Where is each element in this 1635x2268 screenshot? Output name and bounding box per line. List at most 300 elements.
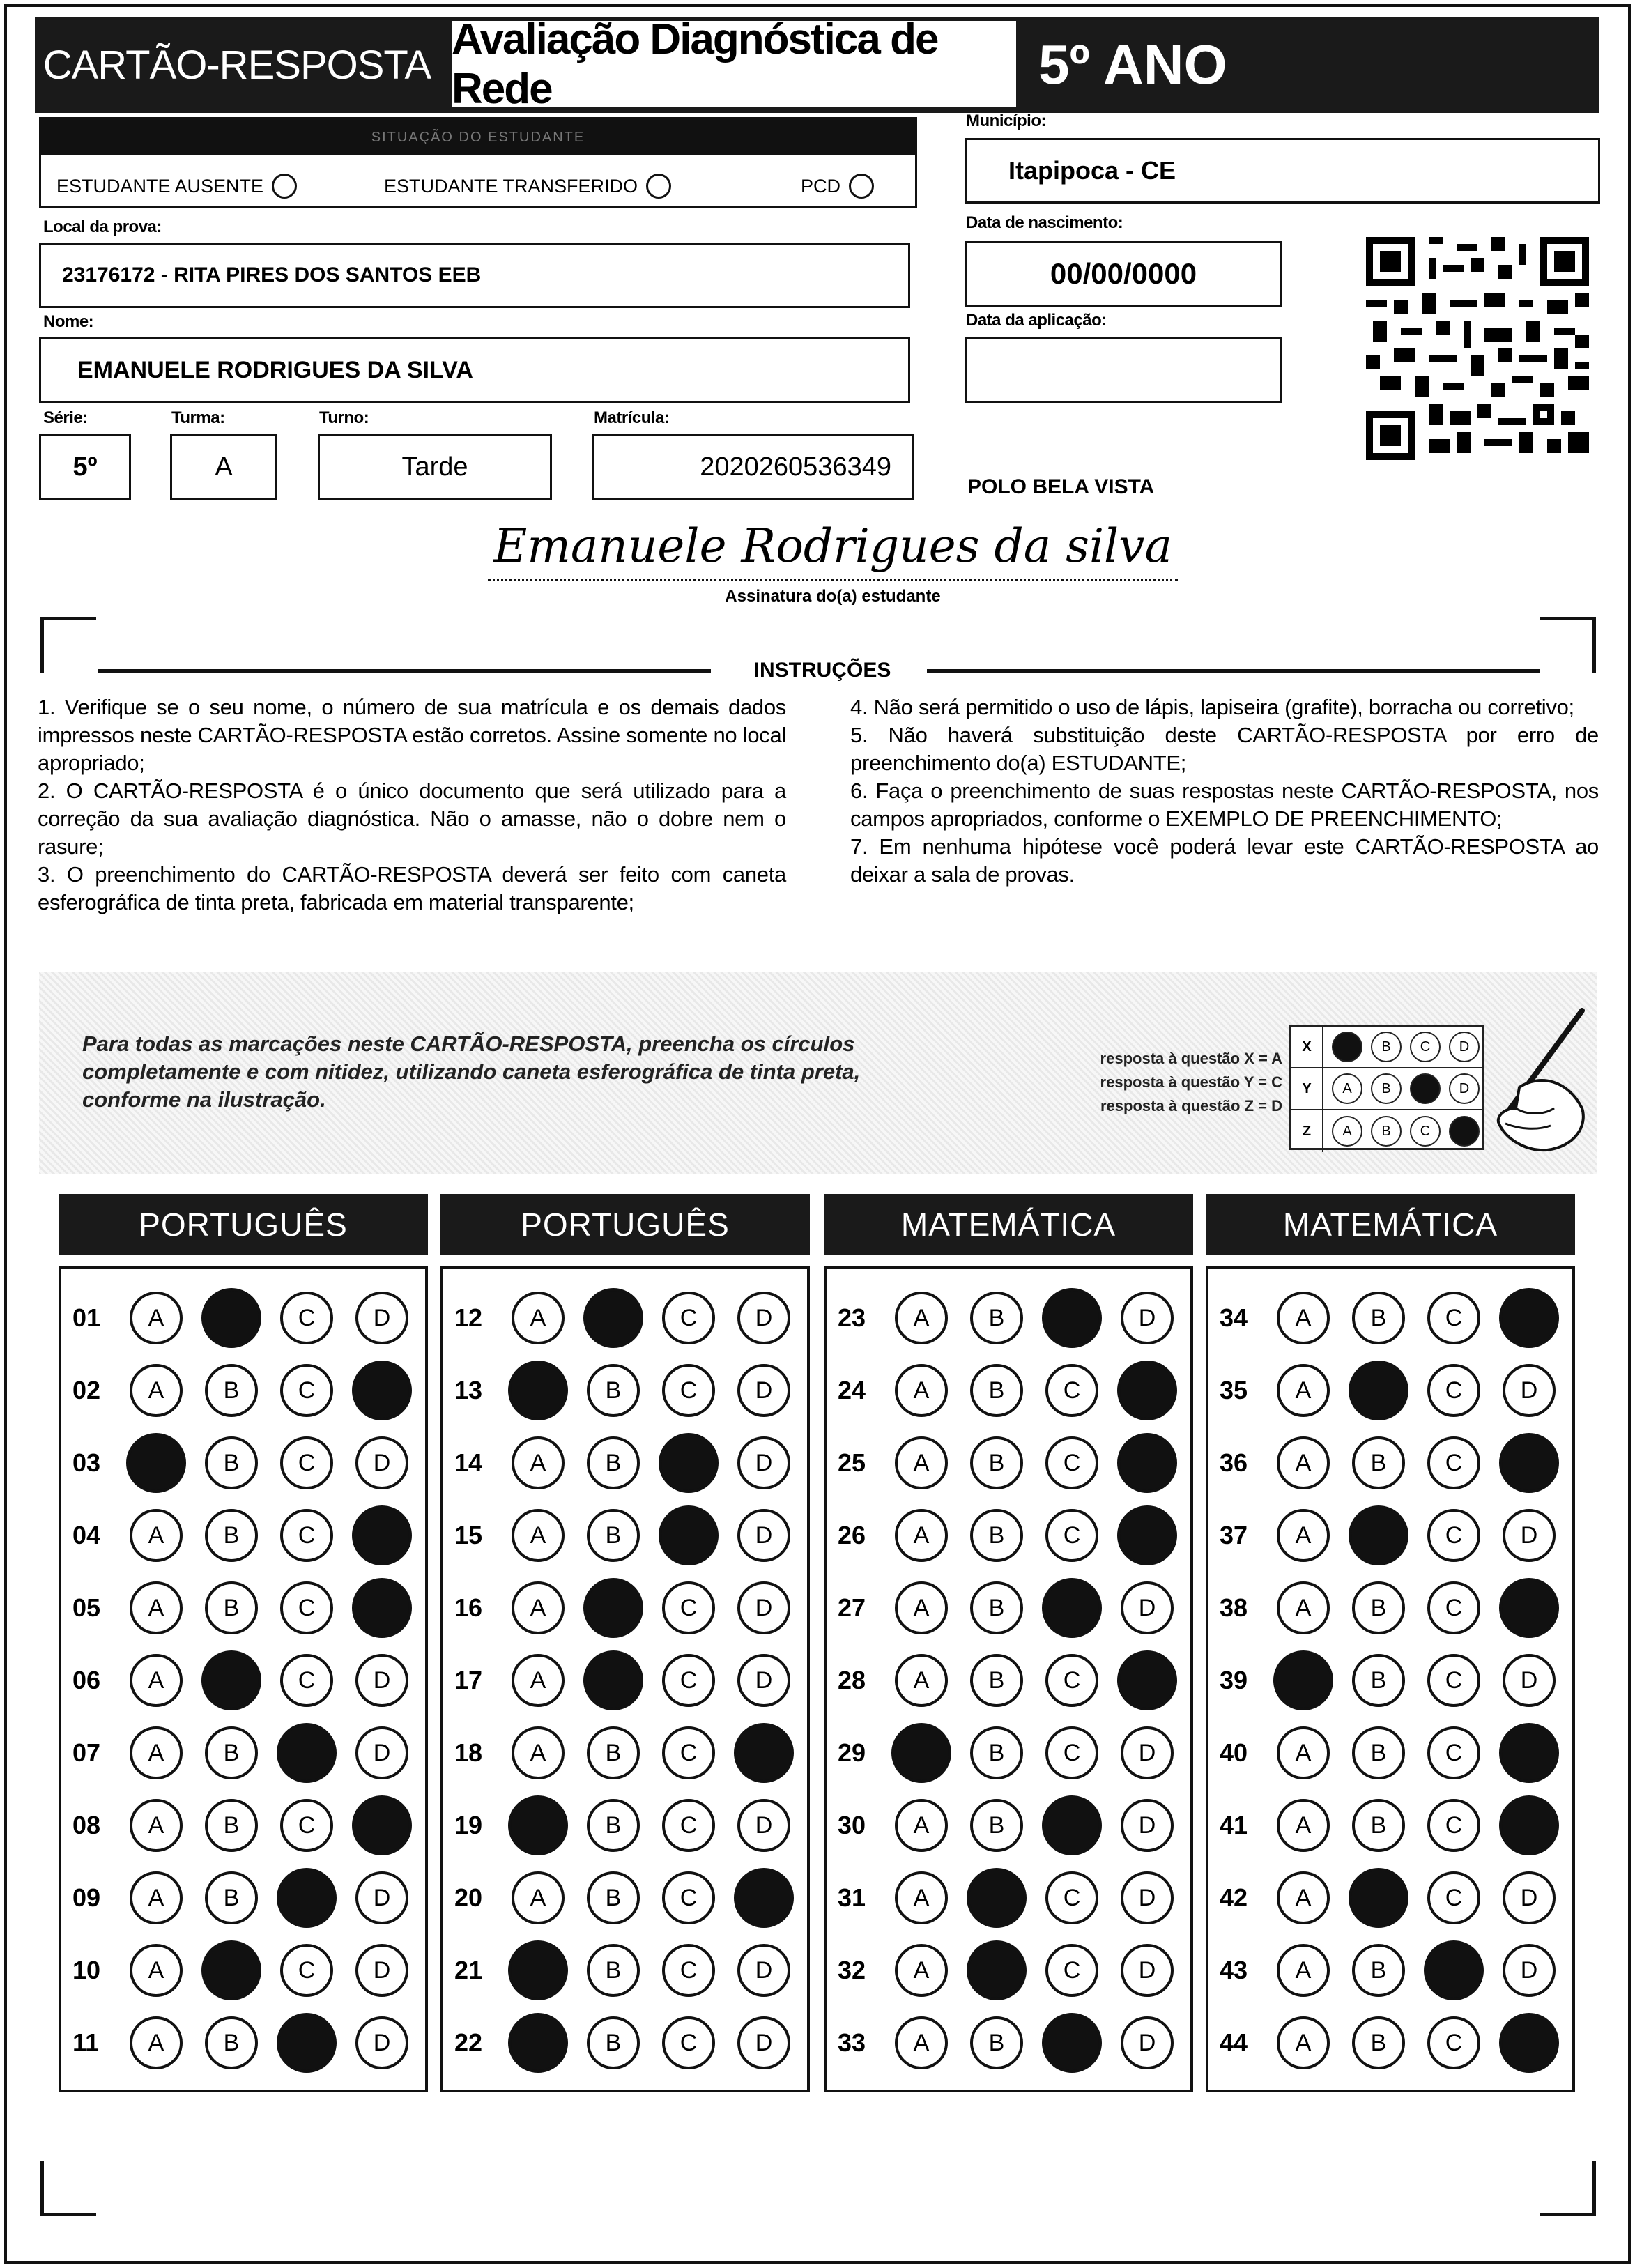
question-number: 33 xyxy=(838,2028,866,2057)
answer-bubble-b[interactable]: B xyxy=(1352,1654,1405,1707)
question-row xyxy=(443,1717,807,1789)
answer-bubble-a[interactable]: A xyxy=(895,1364,948,1417)
answer-bubble-a[interactable] xyxy=(508,1940,568,2000)
answer-bubble-a[interactable]: A xyxy=(130,1364,183,1417)
question-number: 22 xyxy=(454,2028,483,2057)
answer-bubble-a[interactable]: A xyxy=(895,2016,948,2069)
answer-bubble-b[interactable] xyxy=(1349,1505,1408,1565)
student-signature: Emanuele Rodrigues da silva xyxy=(493,519,1172,573)
question-number: 17 xyxy=(454,1666,483,1694)
answer-bubble-a[interactable]: A xyxy=(512,1654,565,1707)
answer-bubble-c[interactable]: C xyxy=(1045,1364,1098,1417)
answer-bubble-b[interactable]: B xyxy=(587,1436,640,1489)
instruction-2: 2. O CARTÃO-RESPOSTA é o único documento que será utilizado para a correção da sua avaliação diagnóstica. Não o amasse, não o dobre nem o rasure; xyxy=(38,779,786,859)
answer-column xyxy=(824,1266,1193,2092)
answer-bubble-c[interactable]: C xyxy=(280,1292,333,1344)
answer-bubble-a[interactable]: A xyxy=(1277,1799,1330,1852)
signature-label: Assinatura do(a) estudante xyxy=(725,587,941,606)
answer-bubble-d[interactable]: D xyxy=(1121,1726,1174,1779)
answer-bubble-b[interactable]: B xyxy=(1352,2016,1405,2069)
answer-bubble-d[interactable] xyxy=(352,1795,412,1855)
instructions-left-column xyxy=(38,694,786,917)
answer-bubble-d[interactable]: D xyxy=(1121,1292,1174,1344)
turno-label: Turno: xyxy=(319,408,369,427)
answer-bubble-b[interactable]: B xyxy=(970,1364,1023,1417)
answer-bubble-d[interactable]: D xyxy=(355,1654,408,1707)
answer-bubble-d[interactable]: D xyxy=(737,1654,790,1707)
answer-bubble-d[interactable]: D xyxy=(1503,1364,1556,1417)
answer-bubble-c[interactable]: C xyxy=(280,1654,333,1707)
answer-bubble-d[interactable]: D xyxy=(1121,2016,1174,2069)
answer-bubble-d[interactable] xyxy=(1499,2013,1559,2073)
answer-bubble-a[interactable]: A xyxy=(130,1799,183,1852)
situation-header: SITUAÇÃO DO ESTUDANTE xyxy=(41,119,915,155)
answer-bubble-c[interactable] xyxy=(659,1433,719,1493)
answer-bubble-a[interactable]: A xyxy=(130,1509,183,1562)
answer-bubble-a[interactable]: A xyxy=(130,1871,183,1924)
application-date-label: Data da aplicação: xyxy=(966,311,1107,330)
matricula-field: 2020260536349 xyxy=(592,434,914,500)
question-row xyxy=(1208,1862,1572,1934)
answer-bubble-d[interactable] xyxy=(1499,1288,1559,1348)
qr-code-icon xyxy=(1366,237,1589,460)
answer-bubble-b[interactable] xyxy=(201,1940,261,2000)
local-field: 23176172 - RITA PIRES DOS SANTOS EEB xyxy=(39,243,910,308)
question-row xyxy=(443,1282,807,1354)
answer-bubble-a[interactable] xyxy=(508,2013,568,2073)
example-bubble-b: B xyxy=(1371,1032,1402,1062)
answer-bubble-c[interactable]: C xyxy=(662,1654,715,1707)
subject-header: PORTUGUÊS xyxy=(440,1194,810,1255)
question-number: 04 xyxy=(72,1521,101,1549)
municipio-field: Itapipoca - CE xyxy=(965,138,1600,204)
instructions-rule-left xyxy=(98,669,711,673)
instruction-5: 5. Não haverá substituição deste CARTÃO-RESPOSTA por erro de preenchimento do(a) ESTUDANTE; xyxy=(850,723,1599,775)
answer-bubble-a[interactable]: A xyxy=(1277,1509,1330,1562)
question-number: 26 xyxy=(838,1521,866,1549)
signature-line xyxy=(488,579,1178,581)
answer-bubble-b[interactable]: B xyxy=(970,1509,1023,1562)
answer-bubble-d[interactable]: D xyxy=(1503,1871,1556,1924)
answer-bubble-d[interactable]: D xyxy=(1121,1799,1174,1852)
answer-bubble-b[interactable]: B xyxy=(587,1509,640,1562)
birthdate-field: 00/00/0000 xyxy=(965,241,1282,307)
answer-bubble-c[interactable]: C xyxy=(1045,1726,1098,1779)
answer-bubble-d[interactable] xyxy=(1499,1795,1559,1855)
answer-bubble-d[interactable]: D xyxy=(737,1292,790,1344)
answer-bubble-b[interactable]: B xyxy=(587,1944,640,1997)
answer-bubble-a[interactable]: A xyxy=(130,1944,183,1997)
question-row xyxy=(827,1499,1190,1572)
turma-field: A xyxy=(170,434,277,500)
answer-bubble-c[interactable]: C xyxy=(1045,1509,1098,1562)
question-row xyxy=(1208,1354,1572,1427)
answer-bubble-a[interactable]: A xyxy=(895,1944,948,1997)
answer-bubble-d[interactable]: D xyxy=(355,2016,408,2069)
example-bubble-c: C xyxy=(1410,1032,1441,1062)
answer-bubble-d[interactable] xyxy=(1499,1723,1559,1783)
answer-bubble-b[interactable] xyxy=(967,1868,1027,1928)
absent-bubble[interactable] xyxy=(272,174,297,199)
answer-bubble-a[interactable]: A xyxy=(1277,1292,1330,1344)
answer-bubble-c[interactable]: C xyxy=(662,1871,715,1924)
answer-bubble-c[interactable]: C xyxy=(662,1364,715,1417)
answer-bubble-c[interactable] xyxy=(277,1868,337,1928)
answer-bubble-d[interactable]: D xyxy=(737,1799,790,1852)
question-row xyxy=(443,1572,807,1644)
answer-bubble-a[interactable]: A xyxy=(1277,1436,1330,1489)
question-row xyxy=(1208,1717,1572,1789)
answer-bubble-c[interactable]: C xyxy=(1045,1436,1098,1489)
answer-bubble-b[interactable] xyxy=(201,1650,261,1710)
instructions-right-column xyxy=(850,694,1599,889)
answer-bubble-b[interactable]: B xyxy=(970,2016,1023,2069)
question-number: 15 xyxy=(454,1521,483,1549)
local-label: Local da prova: xyxy=(43,217,162,236)
answer-bubble-c[interactable]: C xyxy=(662,2016,715,2069)
answer-bubble-d[interactable]: D xyxy=(1121,1581,1174,1634)
instructions-rule-right xyxy=(927,669,1540,673)
answer-bubble-c[interactable]: C xyxy=(662,1292,715,1344)
question-row xyxy=(61,1934,425,2007)
example-bubble-b: B xyxy=(1371,1116,1402,1147)
question-number: 10 xyxy=(72,1956,101,1984)
question-number: 18 xyxy=(454,1738,483,1767)
answer-bubble-c[interactable]: C xyxy=(280,1436,333,1489)
question-number: 25 xyxy=(838,1448,866,1477)
question-number: 42 xyxy=(1220,1883,1248,1912)
answer-bubble-d[interactable]: D xyxy=(1503,1944,1556,1997)
answer-bubble-c[interactable]: C xyxy=(1427,2016,1480,2069)
question-number: 43 xyxy=(1220,1956,1248,1984)
answer-bubble-d[interactable] xyxy=(1499,1433,1559,1493)
answer-bubble-d[interactable]: D xyxy=(355,1871,408,1924)
question-row xyxy=(443,1499,807,1572)
instructions-title: INSTRUÇÕES xyxy=(753,659,891,682)
answer-bubble-c[interactable] xyxy=(1042,2013,1102,2073)
question-number: 36 xyxy=(1220,1448,1248,1477)
question-number: 13 xyxy=(454,1376,483,1404)
serie-field: 5º xyxy=(39,434,131,500)
question-row xyxy=(443,1427,807,1499)
question-row xyxy=(1208,1282,1572,1354)
answer-bubble-a[interactable]: A xyxy=(130,1654,183,1707)
example-row-key: Z xyxy=(1291,1110,1323,1152)
answer-bubble-d[interactable]: D xyxy=(1121,1871,1174,1924)
answer-bubble-c[interactable] xyxy=(1042,1288,1102,1348)
answer-column xyxy=(59,1266,428,2092)
answer-bubble-c[interactable]: C xyxy=(1427,1654,1480,1707)
example-row-key: Y xyxy=(1291,1068,1323,1109)
answer-bubble-b[interactable]: B xyxy=(205,1509,258,1562)
serie-label: Série: xyxy=(43,408,88,427)
absent-label: ESTUDANTE AUSENTE xyxy=(56,175,264,197)
answer-bubble-c[interactable] xyxy=(659,1505,719,1565)
answer-bubble-b[interactable]: B xyxy=(205,1871,258,1924)
answer-bubble-d[interactable] xyxy=(352,1578,412,1638)
answer-bubble-c[interactable] xyxy=(277,1723,337,1783)
answer-bubble-d[interactable] xyxy=(1117,1433,1177,1493)
instruction-4: 4. Não será permitido o uso de lápis, lapiseira (grafite), borracha ou corretivo; xyxy=(850,695,1574,719)
answer-bubble-c[interactable]: C xyxy=(1427,1436,1480,1489)
example-bubble-d xyxy=(1449,1116,1480,1147)
answer-bubble-b[interactable]: B xyxy=(970,1581,1023,1634)
answer-bubble-a[interactable]: A xyxy=(1277,1944,1330,1997)
absent-option[interactable] xyxy=(56,174,297,199)
answer-bubble-a[interactable]: A xyxy=(130,2016,183,2069)
question-number: 39 xyxy=(1220,1666,1248,1694)
question-number: 44 xyxy=(1220,2028,1248,2057)
transferred-option[interactable] xyxy=(384,174,671,199)
question-number: 20 xyxy=(454,1883,483,1912)
answer-bubble-b[interactable]: B xyxy=(205,1799,258,1852)
answer-bubble-a[interactable]: A xyxy=(895,1871,948,1924)
subject-header: PORTUGUÊS xyxy=(59,1194,428,1255)
answer-bubble-b[interactable]: B xyxy=(1352,1944,1405,1997)
answer-bubble-b[interactable]: B xyxy=(587,1726,640,1779)
instruction-7: 7. Em nenhuma hipótese você poderá levar este CARTÃO-RESPOSTA ao deixar a sala de provas. xyxy=(850,834,1599,887)
example-row xyxy=(1291,1027,1482,1068)
answer-bubble-a[interactable] xyxy=(891,1723,951,1783)
question-row xyxy=(61,2007,425,2079)
answer-bubble-b[interactable]: B xyxy=(970,1654,1023,1707)
answer-bubble-a[interactable]: A xyxy=(1277,1581,1330,1634)
answer-bubble-c[interactable]: C xyxy=(662,1581,715,1634)
answer-bubble-c[interactable]: C xyxy=(1045,1654,1098,1707)
question-number: 24 xyxy=(838,1376,866,1404)
corner-bottom-right xyxy=(1540,2161,1596,2216)
question-number: 06 xyxy=(72,1666,101,1694)
question-row xyxy=(827,1282,1190,1354)
answer-bubble-c[interactable]: C xyxy=(1045,1871,1098,1924)
answer-bubble-c[interactable]: C xyxy=(662,1799,715,1852)
answer-bubble-a[interactable]: A xyxy=(512,1581,565,1634)
answer-bubble-a[interactable]: A xyxy=(895,1654,948,1707)
example-grid xyxy=(1289,1025,1484,1150)
answer-bubble-d[interactable]: D xyxy=(355,1944,408,1997)
answer-bubble-b[interactable]: B xyxy=(205,1726,258,1779)
question-row xyxy=(1208,1572,1572,1644)
question-number: 09 xyxy=(72,1883,101,1912)
answer-bubble-a[interactable]: A xyxy=(895,1799,948,1852)
question-row xyxy=(827,1717,1190,1789)
question-number: 28 xyxy=(838,1666,866,1694)
answer-bubble-a[interactable] xyxy=(508,1795,568,1855)
answer-bubble-d[interactable]: D xyxy=(355,1726,408,1779)
answer-bubble-a[interactable] xyxy=(126,1433,186,1493)
answer-bubble-d[interactable]: D xyxy=(355,1292,408,1344)
answer-bubble-c[interactable]: C xyxy=(1427,1292,1480,1344)
answer-bubble-a[interactable]: A xyxy=(1277,1364,1330,1417)
answer-bubble-b[interactable]: B xyxy=(1352,1799,1405,1852)
answer-bubble-d[interactable]: D xyxy=(737,1364,790,1417)
answer-bubble-b[interactable]: B xyxy=(205,2016,258,2069)
answer-bubble-c[interactable]: C xyxy=(280,1509,333,1562)
answer-bubble-c[interactable] xyxy=(1042,1795,1102,1855)
pcd-label: PCD xyxy=(801,175,841,197)
question-row xyxy=(61,1572,425,1644)
answer-bubble-c[interactable]: C xyxy=(1427,1364,1480,1417)
polo-label: POLO BELA VISTA xyxy=(967,475,1155,498)
answer-bubble-c[interactable]: C xyxy=(280,1364,333,1417)
answer-bubble-c[interactable] xyxy=(1424,1940,1484,2000)
question-row xyxy=(827,1789,1190,1862)
answer-bubble-d[interactable]: D xyxy=(737,2016,790,2069)
answer-bubble-a[interactable] xyxy=(508,1361,568,1420)
answer-bubble-b[interactable]: B xyxy=(587,1871,640,1924)
name-label: Nome: xyxy=(43,312,94,331)
card-label: CARTÃO-RESPOSTA xyxy=(43,42,431,88)
answer-bubble-a[interactable]: A xyxy=(1277,1726,1330,1779)
answer-bubble-a[interactable]: A xyxy=(895,1581,948,1634)
answer-bubble-c[interactable]: C xyxy=(1427,1871,1480,1924)
answer-bubble-c[interactable] xyxy=(1042,1578,1102,1638)
example-text: Para todas as marcações neste CARTÃO-RESPOSTA, preencha os círculos completamente e com nitidez, utilizando caneta esferográfica de tinta preta, conforme na ilustração. xyxy=(82,1032,861,1112)
answer-bubble-c[interactable] xyxy=(277,2013,337,2073)
question-row xyxy=(443,1862,807,1934)
answer-bubble-a[interactable] xyxy=(1273,1650,1333,1710)
answer-bubble-c[interactable]: C xyxy=(280,1799,333,1852)
answer-bubble-a[interactable]: A xyxy=(512,1292,565,1344)
question-row xyxy=(61,1717,425,1789)
answer-bubble-b[interactable] xyxy=(583,1650,643,1710)
hand-pen-icon xyxy=(1477,1004,1589,1157)
answer-bubble-b[interactable] xyxy=(1349,1868,1408,1928)
example-row xyxy=(1291,1068,1482,1110)
answer-bubble-b[interactable] xyxy=(583,1288,643,1348)
answer-bubble-a[interactable]: A xyxy=(1277,1871,1330,1924)
answer-bubble-c[interactable]: C xyxy=(662,1726,715,1779)
transferred-label: ESTUDANTE TRANSFERIDO xyxy=(384,175,638,197)
answer-bubble-d[interactable] xyxy=(1117,1650,1177,1710)
pcd-option[interactable] xyxy=(801,174,874,199)
answer-bubble-a[interactable]: A xyxy=(512,1871,565,1924)
answer-column xyxy=(440,1266,810,2092)
answer-bubble-b[interactable]: B xyxy=(587,1799,640,1852)
answer-bubble-d[interactable] xyxy=(1499,1578,1559,1638)
instruction-6: 6. Faça o preenchimento de suas respostas neste CARTÃO-RESPOSTA, nos campos apropriados, conforme o EXEMPLO DE PREENCHIMENTO; xyxy=(850,779,1599,831)
question-row xyxy=(1208,2007,1572,2079)
answer-bubble-b[interactable]: B xyxy=(587,2016,640,2069)
question-number: 21 xyxy=(454,1956,483,1984)
answer-bubble-d[interactable] xyxy=(734,1723,794,1783)
answer-bubble-b[interactable]: B xyxy=(1352,1726,1405,1779)
answer-bubble-a[interactable]: A xyxy=(895,1436,948,1489)
answer-bubble-d[interactable]: D xyxy=(355,1436,408,1489)
answer-bubble-c[interactable]: C xyxy=(1427,1799,1480,1852)
answer-bubble-a[interactable]: A xyxy=(512,1509,565,1562)
answer-bubble-a[interactable]: A xyxy=(895,1292,948,1344)
answer-bubble-b[interactable] xyxy=(1349,1361,1408,1420)
question-row xyxy=(827,1572,1190,1644)
answer-bubble-b[interactable]: B xyxy=(587,1364,640,1417)
answer-bubble-d[interactable]: D xyxy=(737,1509,790,1562)
answer-bubble-d[interactable] xyxy=(1117,1505,1177,1565)
answer-bubble-b[interactable]: B xyxy=(1352,1436,1405,1489)
answer-bubble-d[interactable] xyxy=(352,1361,412,1420)
answer-bubble-d[interactable]: D xyxy=(1503,1509,1556,1562)
answer-bubble-c[interactable]: C xyxy=(1045,1944,1098,1997)
question-number: 16 xyxy=(454,1593,483,1622)
question-number: 29 xyxy=(838,1738,866,1767)
answer-bubble-c[interactable]: C xyxy=(662,1944,715,1997)
answer-bubble-c[interactable]: C xyxy=(1427,1581,1480,1634)
question-row xyxy=(61,1354,425,1427)
question-row xyxy=(443,1934,807,2007)
answer-bubble-d[interactable]: D xyxy=(1121,1944,1174,1997)
answer-bubble-a[interactable]: A xyxy=(130,1726,183,1779)
answer-bubble-a[interactable]: A xyxy=(1277,2016,1330,2069)
example-bubble-a: A xyxy=(1332,1073,1362,1104)
transferred-bubble[interactable] xyxy=(646,174,671,199)
subject-header: MATEMÁTICA xyxy=(824,1194,1193,1255)
answer-bubble-c[interactable]: C xyxy=(280,1944,333,1997)
answer-bubble-c[interactable]: C xyxy=(280,1581,333,1634)
answer-bubble-b[interactable]: B xyxy=(1352,1292,1405,1344)
answer-bubble-d[interactable] xyxy=(734,1868,794,1928)
answer-bubble-b[interactable]: B xyxy=(970,1292,1023,1344)
answer-bubble-b[interactable] xyxy=(201,1288,261,1348)
answer-bubble-b[interactable]: B xyxy=(205,1364,258,1417)
turma-label: Turma: xyxy=(171,408,225,427)
answer-bubble-d[interactable] xyxy=(352,1505,412,1565)
answer-bubble-c[interactable]: C xyxy=(1427,1509,1480,1562)
question-number: 31 xyxy=(838,1883,866,1912)
example-label-y: resposta à questão Y = C xyxy=(1100,1073,1282,1091)
question-row xyxy=(1208,1644,1572,1717)
answer-bubble-b[interactable]: B xyxy=(970,1436,1023,1489)
question-row xyxy=(443,1789,807,1862)
question-number: 03 xyxy=(72,1448,101,1477)
answer-bubble-b[interactable] xyxy=(967,1940,1027,2000)
answer-bubble-a[interactable]: A xyxy=(130,1581,183,1634)
answer-bubble-d[interactable]: D xyxy=(737,1944,790,1997)
answer-bubble-b[interactable]: B xyxy=(970,1726,1023,1779)
question-row xyxy=(61,1499,425,1572)
answer-bubble-b[interactable]: B xyxy=(1352,1581,1405,1634)
question-number: 01 xyxy=(72,1303,101,1332)
answer-bubble-b[interactable] xyxy=(583,1578,643,1638)
question-number: 19 xyxy=(454,1811,483,1839)
answer-bubble-b[interactable]: B xyxy=(205,1581,258,1634)
answer-bubble-c[interactable]: C xyxy=(1427,1726,1480,1779)
answer-bubble-a[interactable]: A xyxy=(512,1436,565,1489)
example-row xyxy=(1291,1110,1482,1152)
answer-bubble-d[interactable]: D xyxy=(737,1581,790,1634)
pcd-bubble[interactable] xyxy=(849,174,874,199)
corner-bottom-left xyxy=(40,2161,96,2216)
answer-bubble-d[interactable]: D xyxy=(737,1436,790,1489)
answer-bubble-d[interactable]: D xyxy=(1503,1654,1556,1707)
question-row xyxy=(443,1354,807,1427)
answer-bubble-a[interactable]: A xyxy=(895,1509,948,1562)
question-row xyxy=(1208,1789,1572,1862)
answer-bubble-a[interactable]: A xyxy=(130,1292,183,1344)
answer-bubble-d[interactable] xyxy=(1117,1361,1177,1420)
question-number: 05 xyxy=(72,1593,101,1622)
question-row xyxy=(443,2007,807,2079)
turno-field: Tarde xyxy=(318,434,552,500)
answer-bubble-b[interactable]: B xyxy=(970,1799,1023,1852)
answer-bubble-b[interactable]: B xyxy=(205,1436,258,1489)
question-row xyxy=(1208,1427,1572,1499)
application-date-field xyxy=(965,337,1282,403)
question-number: 40 xyxy=(1220,1738,1248,1767)
question-row xyxy=(827,1934,1190,2007)
answer-bubble-a[interactable]: A xyxy=(512,1726,565,1779)
question-row xyxy=(827,1862,1190,1934)
grade-title: 5º ANO xyxy=(1038,33,1227,95)
